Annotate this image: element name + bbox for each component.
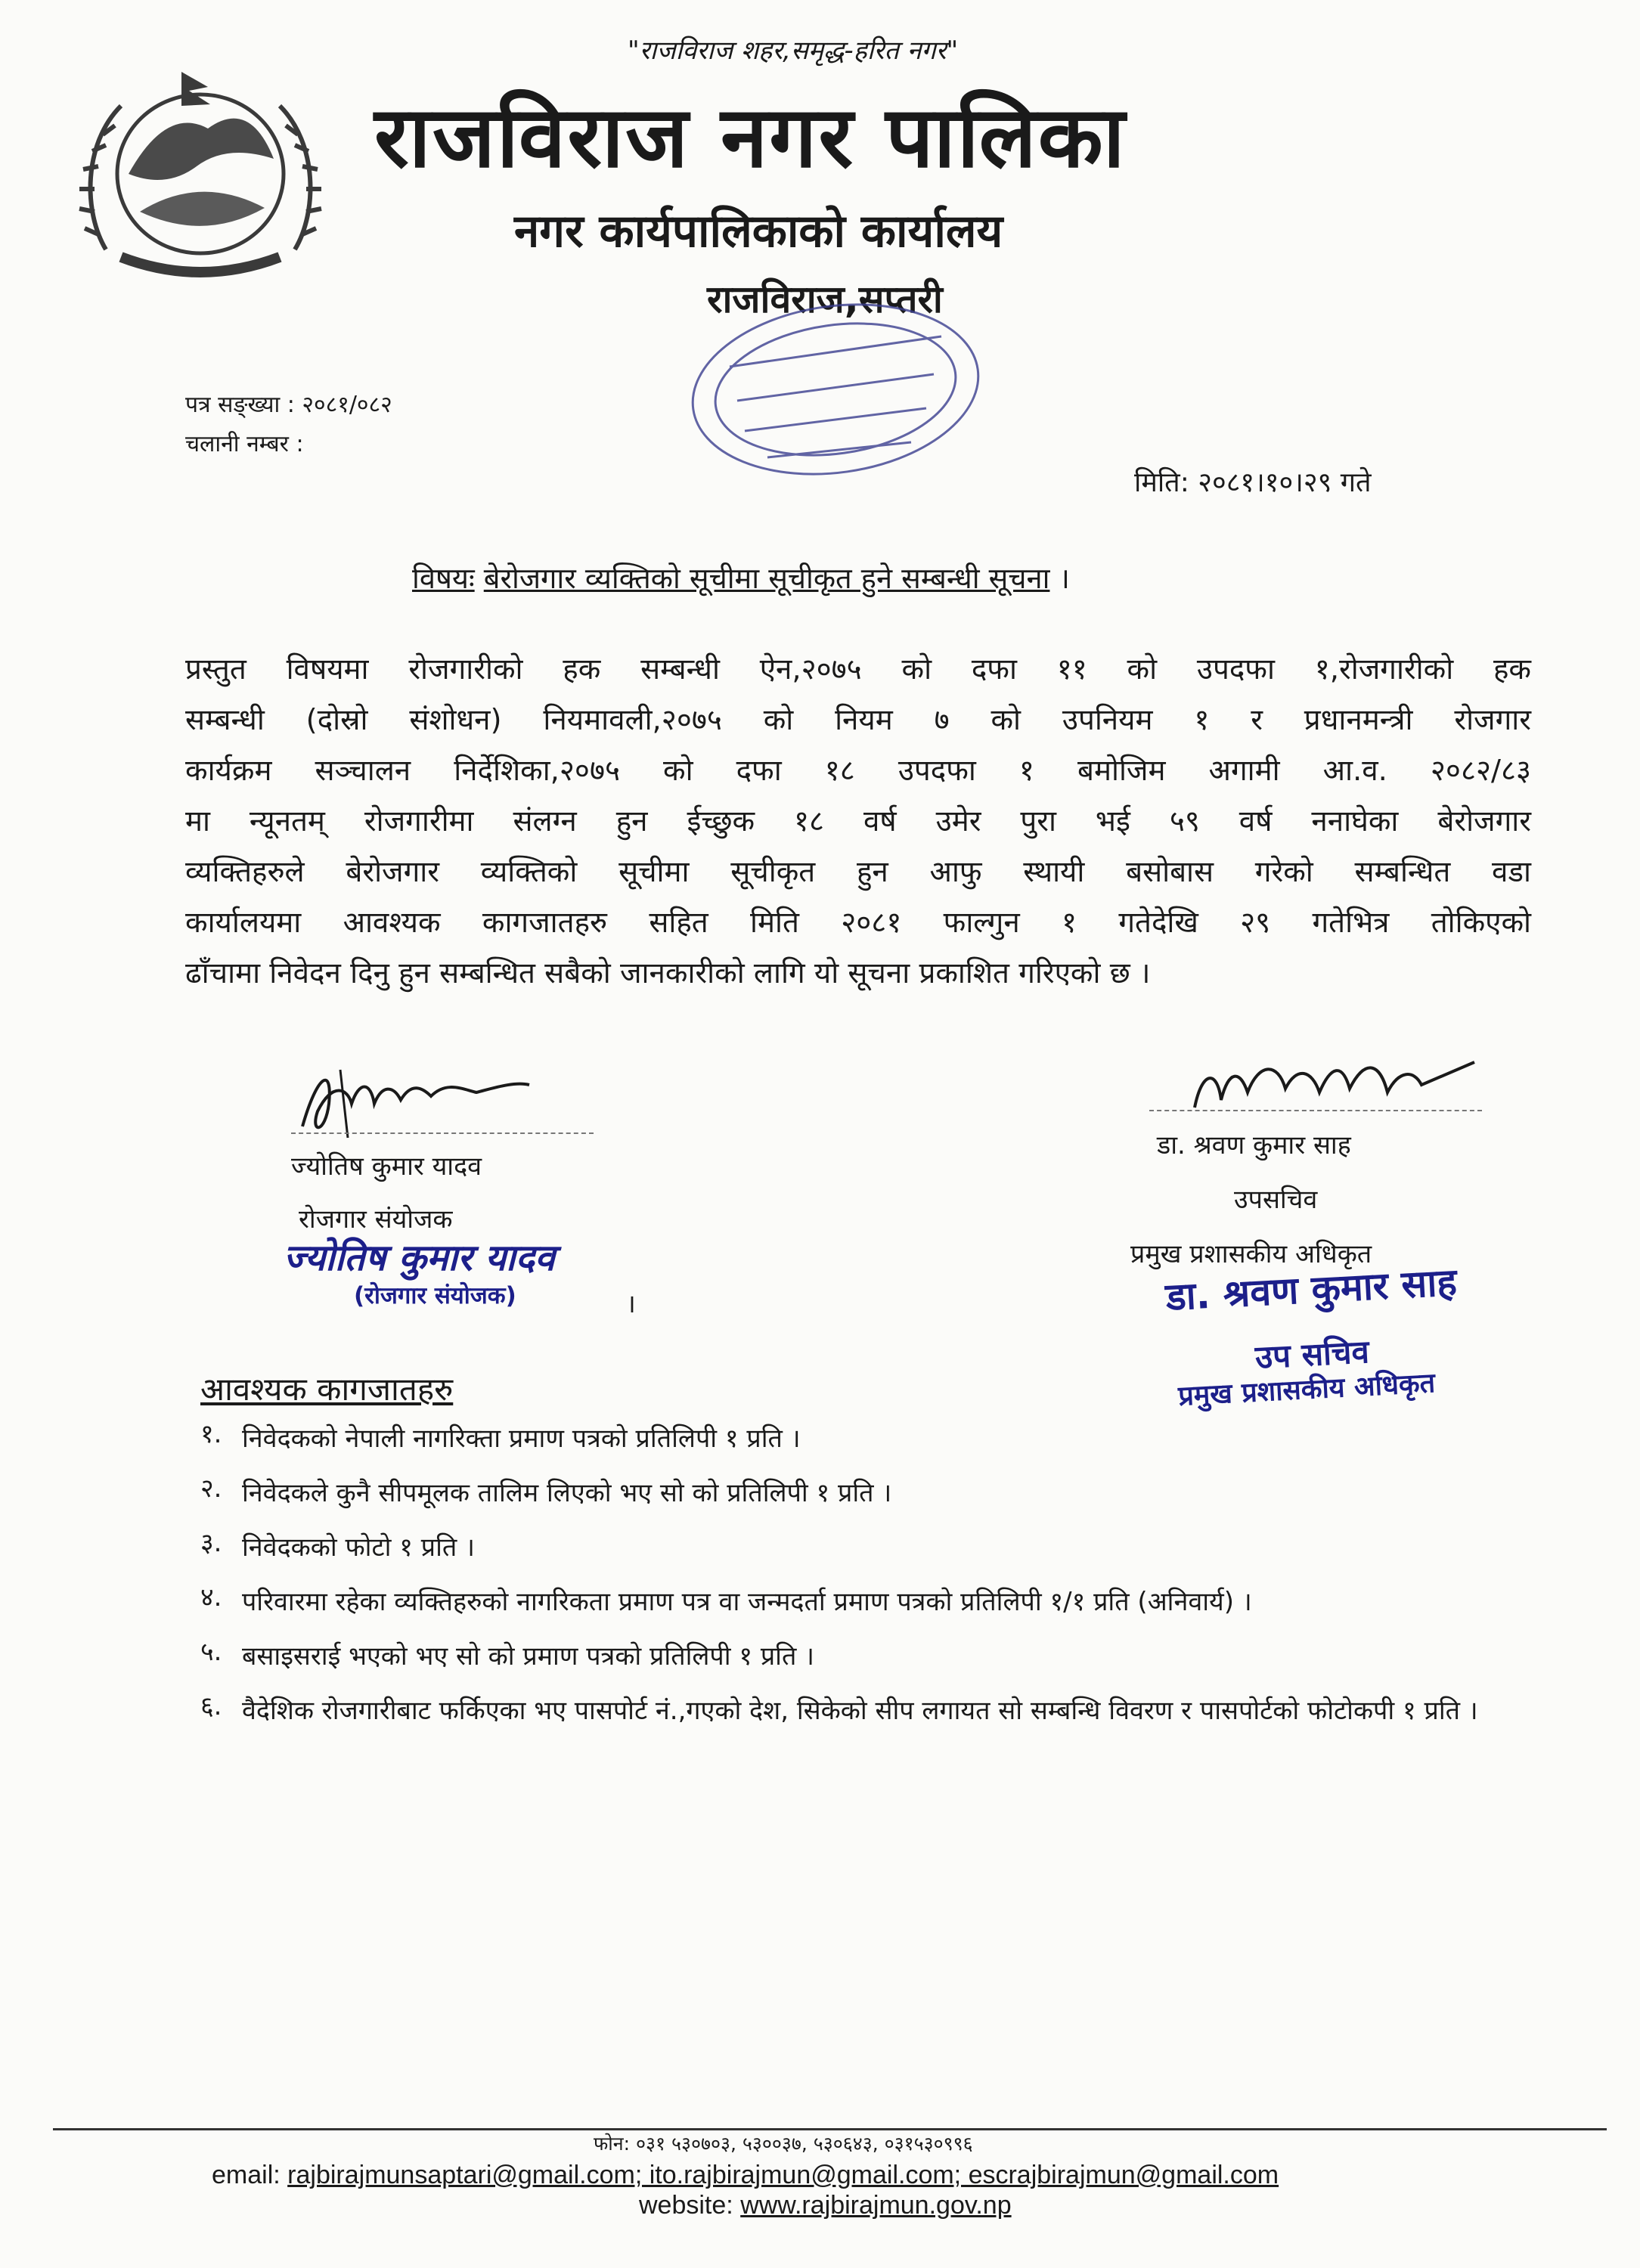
item-text: परिवारमा रहेका व्यक्तिहरुको नागरिकता प्रमाण पत्र वा जन्मदर्ता प्रमाण पत्रको प्रतिलिपी १/१ प्रति (अनिवार्य) । xyxy=(242,1587,1252,1617)
footer-phone: फोन: ०३१ ५३०७०३, ५३००३७, ५३०६४३, ०३१५३०९९६ xyxy=(594,2133,973,2155)
subject-end: । xyxy=(1059,562,1070,595)
signatory-right-role: प्रमुख प्रशासकीय अधिकृत xyxy=(1130,1239,1372,1269)
list-item xyxy=(200,1415,1539,1462)
body-line: कार्यालयमा आवश्यक कागजातहरु सहित मिति २०८१ फाल्गुन १ गतेदेखि २९ गतेभित्र तोकिएको xyxy=(185,906,1531,940)
subject-label: विषयः xyxy=(412,562,475,595)
body-line: ढाँचामा निवेदन दिनु हुन सम्बन्धित सबैको जानकारीको लागि यो सूचना प्रकाशित गरिएको छ । xyxy=(185,956,1151,990)
stamp-left-role: (रोजगार संयोजक) xyxy=(354,1282,516,1309)
body-line: प्रस्तुत विषयमा रोजगारीको हक सम्बन्धी ऐन,२०७५ को दफा ११ को उपदफा १,रोजगारीको हक xyxy=(185,652,1531,686)
email-label: email xyxy=(212,2161,274,2189)
item-text: निवेदकको फोटो १ प्रति । xyxy=(242,1532,475,1563)
item-number: २. xyxy=(200,1473,222,1504)
body-line: सम्बन्धी (दोस्रो संशोधन) नियमावली,२०७५ को नियम ७ को उपनियम १ र प्रधानमन्त्री रोजगार xyxy=(185,703,1531,737)
list-item xyxy=(200,1687,1539,1734)
item-text: निवेदकले कुनै सीपमूलक तालिम लिएको भए सो को प्रतिलिपी १ प्रति । xyxy=(242,1478,892,1508)
slogan: "राजविराज शहर,समृद्ध-हरित नगर" xyxy=(628,36,959,66)
signatory-right-title: उपसचिव xyxy=(1234,1185,1318,1215)
item-text: निवेदकको नेपाली नागरिक्ता प्रमाण पत्रको प्रतिलिपी १ प्रति । xyxy=(242,1424,801,1454)
website-label: website xyxy=(639,2191,727,2220)
letter-date: मिति: २०८१।१०।२९ गते xyxy=(1134,467,1372,498)
signature-line-right xyxy=(1149,1110,1482,1111)
item-number: ५. xyxy=(200,1637,222,1667)
item-number: ४. xyxy=(200,1582,222,1613)
nepal-emblem-icon xyxy=(76,60,325,280)
office-place: राजविराज,सप्तरी xyxy=(707,277,943,321)
item-text: बसाइसराई भएको भए सो को प्रमाण पत्रको प्रतिलिपी १ प्रति । xyxy=(242,1641,815,1672)
notice-body xyxy=(185,644,1531,999)
signatory-left-name: ज्योतिष कुमार यादव xyxy=(291,1151,482,1182)
list-item xyxy=(200,1524,1539,1571)
body-line: कार्यक्रम सञ्चालन निर्देशिका,२०७५ को दफा १८ उपदफा १ बमोजिम अगामी आ.व. २०८२/८३ xyxy=(185,754,1531,788)
website-link[interactable]: www.rajbirajmun.gov.np xyxy=(740,2191,1012,2220)
footer-email: email: rajbirajmunsaptari@gmail.com; ito.rajbirajmun@gmail.com; escrajbirajmun@gmail.com xyxy=(212,2161,1279,2189)
stamp-right-role: प्रमुख प्रशासकीय अधिकृत xyxy=(1177,1368,1437,1412)
reference-block xyxy=(185,386,392,464)
letter-number: पत्र सङ्ख्या : २०८१/०८२ xyxy=(185,392,392,418)
signatory-right-name: डा. श्रवण कुमार साह xyxy=(1157,1130,1351,1160)
subject-line xyxy=(412,558,1070,597)
email-links[interactable]: rajbirajmunsaptari@gmail.com; ito.rajbirajmun@gmail.com; escrajbirajmun@gmail.com xyxy=(287,2161,1279,2189)
signatory-left-role: रोजगार संयोजक xyxy=(299,1204,453,1235)
office-seal-icon xyxy=(684,295,987,484)
item-text: वैदेशिक रोजगारीबाट फर्किएका भए पासपोर्ट नं.,गएको देश, सिकेको सीप लगायत सो सम्बन्धि विवरण र पासपोर्टको फोटोकपी १ प्रति । xyxy=(242,1696,1478,1726)
stamp-left-mark: । xyxy=(626,1289,636,1319)
signature-right-icon xyxy=(1180,1047,1482,1123)
item-number: ३. xyxy=(200,1528,222,1558)
subject-text: बेरोजगार व्यक्तिको सूचीमा सूचीकृत हुने सम्बन्धी सूचना xyxy=(483,562,1050,595)
body-line: मा न्यूनतम् रोजगारीमा संलग्न हुन ईच्छुक १८ वर्ष उमेर पुरा भई ५९ वर्ष ननाघेका बेरोजगार xyxy=(185,804,1531,838)
stamp-left-name: ज्योतिष कुमार यादव xyxy=(284,1237,555,1279)
item-number: १. xyxy=(200,1419,222,1449)
footer-website: website: www.rajbirajmun.gov.np xyxy=(639,2191,1012,2220)
body-line: व्यक्तिहरुले बेरोजगार व्यक्तिको सूचीमा सूचीकृत हुन आफु स्थायी बसोबास गरेको सम्बन्धित वडा xyxy=(185,855,1531,889)
signature-left-icon xyxy=(287,1058,544,1142)
list-item xyxy=(200,1470,1539,1517)
signature-line-left xyxy=(291,1132,594,1134)
documents-list xyxy=(200,1415,1539,1742)
item-number: ६. xyxy=(200,1691,222,1721)
dispatch-number: चलानी नम्बर : xyxy=(185,431,304,457)
stamp-right-title: उप सचिव xyxy=(1254,1333,1371,1376)
stamp-right-name: डा. श्रवण कुमार साह xyxy=(1164,1259,1459,1319)
documents-heading: आवश्यक कागजातहरु xyxy=(200,1371,454,1408)
list-item xyxy=(200,1579,1539,1625)
organization-name: राजविराज नगर पालिका xyxy=(374,88,1127,187)
list-item xyxy=(200,1633,1539,1680)
office-name: नगर कार्यपालिकाको कार्यालय xyxy=(514,205,1003,258)
